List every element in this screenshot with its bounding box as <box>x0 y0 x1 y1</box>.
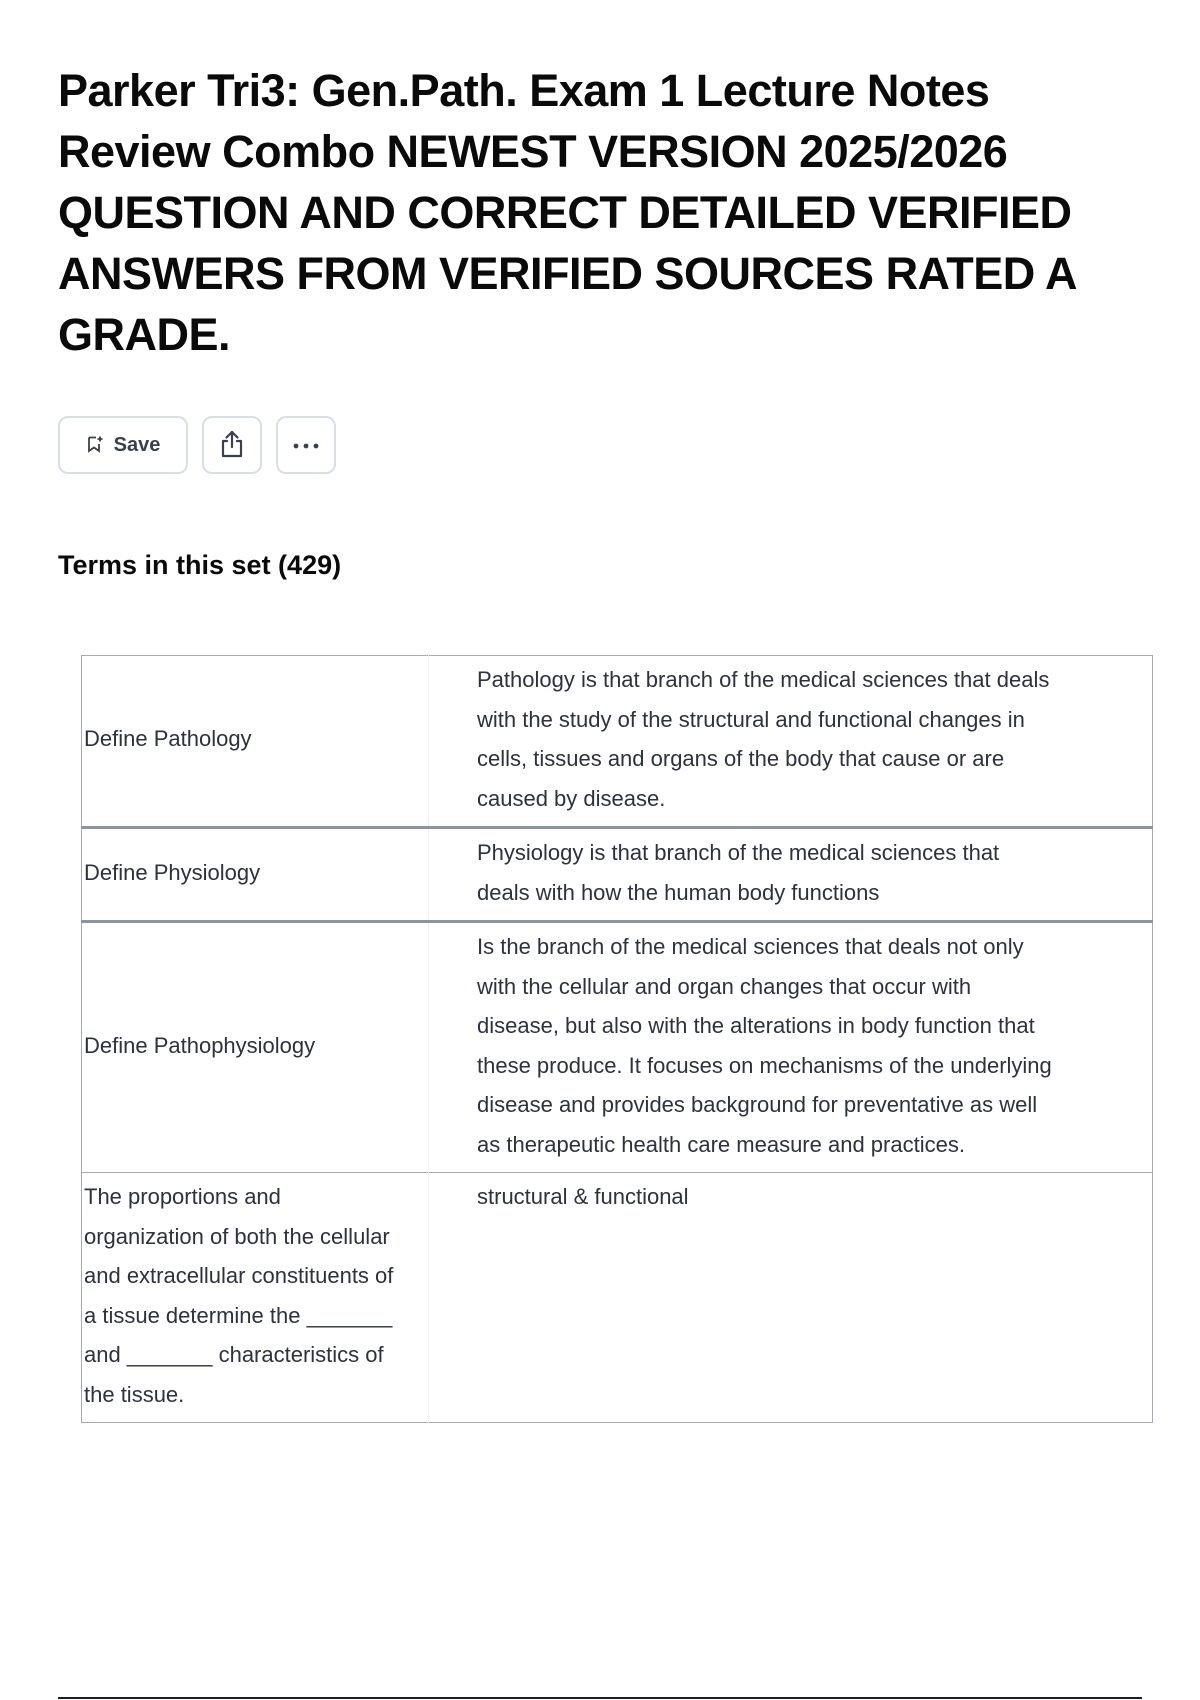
share-icon <box>218 429 246 462</box>
term-cell: The proportions and organization of both the cellular and extracellular constituents of a tissue determine the _______ and _______ characteristics of the tissue. <box>82 1173 429 1423</box>
terms-heading: Terms in this set (429) <box>58 550 342 580</box>
terms-table <box>81 655 1153 1423</box>
definition-cell: Pathology is that branch of the medical sciences that deals with the study of the structural and functional changes in cells, tissues and organs of the body that cause or are caused by disease. <box>477 667 1050 811</box>
share-button[interactable] <box>202 416 262 474</box>
footer-divider <box>58 1697 1142 1699</box>
more-horizontal-icon <box>291 438 321 453</box>
term-cell: Define Pathophysiology <box>82 922 429 1173</box>
save-button-label: Save <box>113 433 161 456</box>
term-row <box>82 656 1153 828</box>
action-bar <box>58 416 336 474</box>
more-options-button[interactable] <box>276 416 336 474</box>
bookmark-plus-icon <box>86 435 104 456</box>
definition-cell: Physiology is that branch of the medical sciences that deals with how the human body functions <box>477 840 1000 905</box>
term-row <box>82 1173 1153 1423</box>
page-title: Parker Tri3: Gen.Path. Exam 1 Lecture Notes Review Combo NEWEST VERSION 2025/2026 QUESTION AND CORRECT DETAILED VERIFIED ANSWERS FROM VERIFIED SOURCES RATED A GRADE. <box>58 65 1076 360</box>
term-row <box>82 922 1153 1173</box>
definition-cell: structural & functional <box>477 1184 689 1209</box>
definition-cell: Is the branch of the medical sciences that deals not only with the cellular and organ changes that occur with disease, but also with the alterations in body function that these produce. It focuses on mechanisms of the underlying disease and provides background for preventative as well as therapeutic health care measure and practices. <box>477 934 1052 1157</box>
term-cell: Define Physiology <box>82 828 429 922</box>
term-cell: Define Pathology <box>82 656 429 828</box>
save-button[interactable] <box>58 416 188 474</box>
term-row <box>82 828 1153 922</box>
